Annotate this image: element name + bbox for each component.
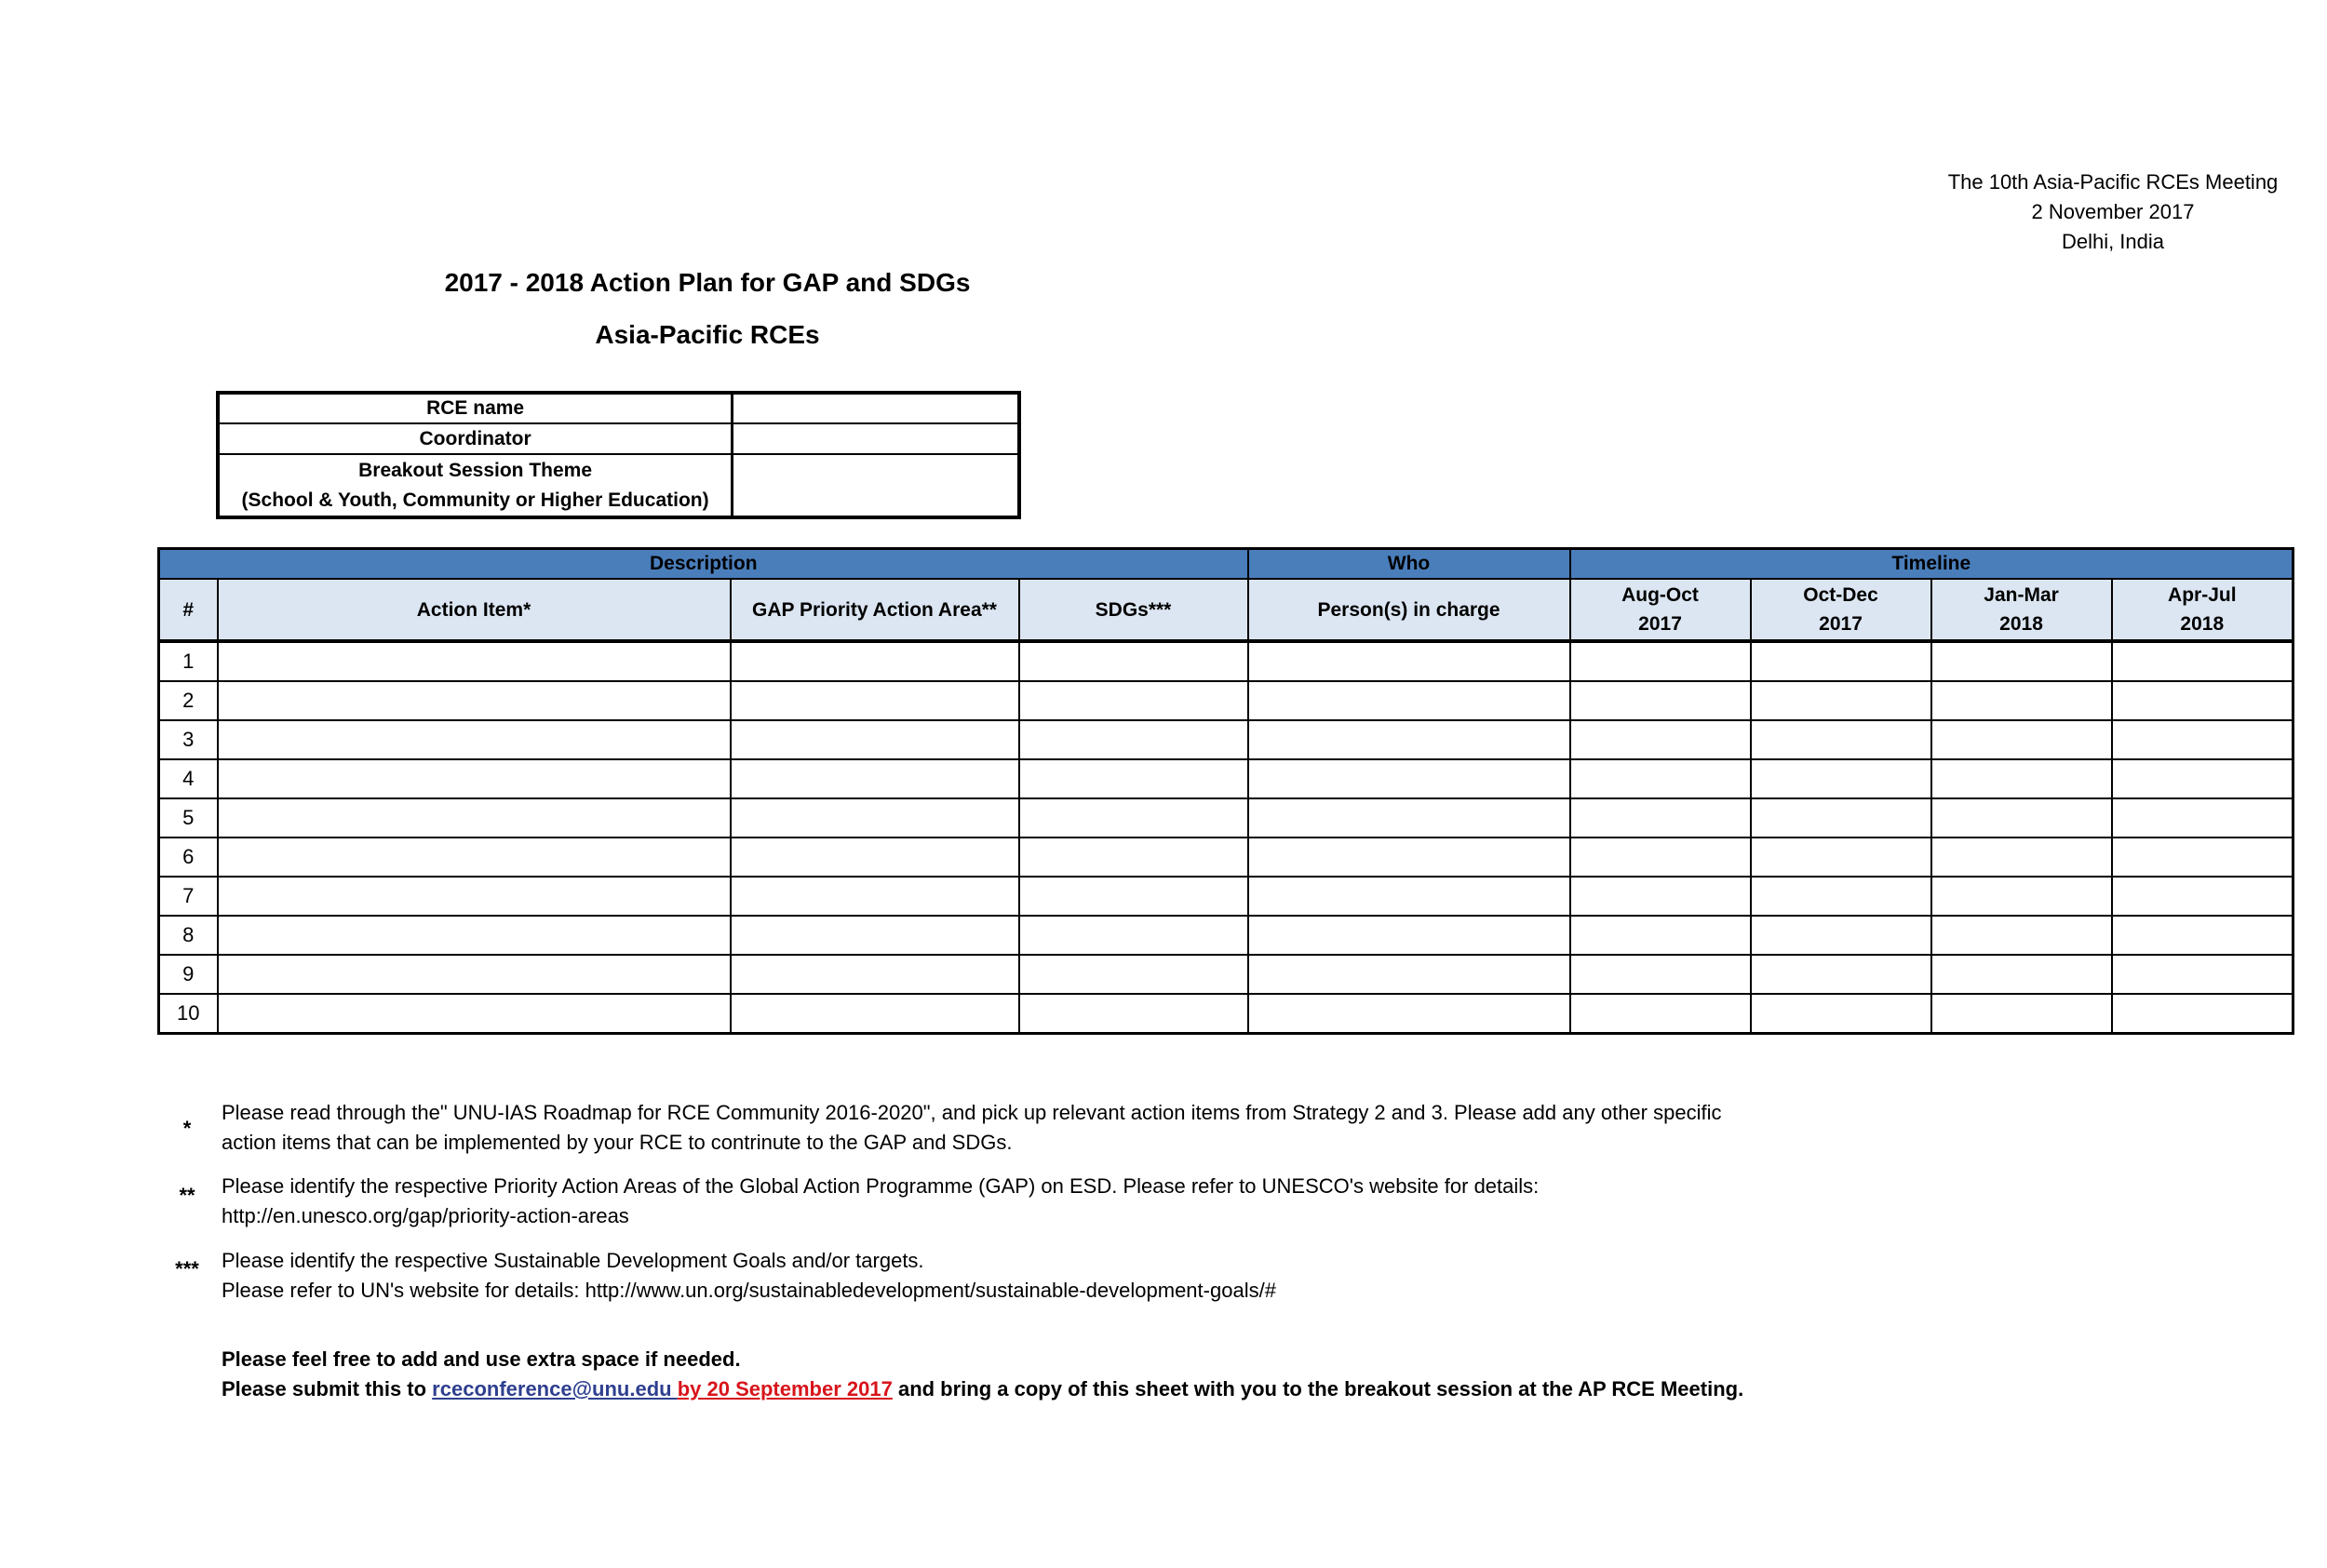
action-item-cell[interactable] xyxy=(218,916,731,955)
jan-mar-cell[interactable] xyxy=(1931,994,2112,1034)
col-label: Oct-Dec xyxy=(1803,584,1878,606)
gap-area-cell[interactable] xyxy=(731,994,1019,1034)
aug-oct-cell[interactable] xyxy=(1570,955,1751,994)
person-cell[interactable] xyxy=(1248,641,1570,681)
apr-jul-cell[interactable] xyxy=(2112,955,2293,994)
jan-mar-cell[interactable] xyxy=(1931,877,2112,916)
action-item-cell[interactable] xyxy=(218,955,731,994)
col-number: # xyxy=(159,579,218,641)
page-title: 2017 - 2018 Action Plan for GAP and SDGs xyxy=(444,268,971,297)
person-cell[interactable] xyxy=(1248,720,1570,759)
aug-oct-cell[interactable] xyxy=(1570,720,1751,759)
gap-area-cell[interactable] xyxy=(731,955,1019,994)
rce-name-label: RCE name xyxy=(218,393,733,423)
oct-dec-cell[interactable] xyxy=(1751,641,1931,681)
sdgs-cell[interactable] xyxy=(1019,877,1248,916)
row-number: 9 xyxy=(159,955,218,994)
row-number: 10 xyxy=(159,994,218,1034)
aug-oct-cell[interactable] xyxy=(1570,641,1751,681)
oct-dec-cell[interactable] xyxy=(1751,877,1931,916)
gap-area-cell[interactable] xyxy=(731,838,1019,877)
oct-dec-cell[interactable] xyxy=(1751,994,1931,1034)
theme-label-line1: Breakout Session Theme xyxy=(358,459,593,481)
table-row xyxy=(159,681,2293,720)
table-row xyxy=(159,759,2293,798)
group-header-row xyxy=(159,549,2293,580)
note-3-marker: *** xyxy=(175,1257,199,1280)
coordinator-label: Coordinator xyxy=(218,423,733,454)
person-cell[interactable] xyxy=(1248,955,1570,994)
sdgs-cell[interactable] xyxy=(1019,994,1248,1034)
table-row xyxy=(159,877,2293,916)
apr-jul-cell[interactable] xyxy=(2112,877,2293,916)
action-item-cell[interactable] xyxy=(218,681,731,720)
col-person: Person(s) in charge xyxy=(1248,579,1570,641)
submit-prefix: Please submit this to xyxy=(222,1377,433,1400)
table-row xyxy=(159,720,2293,759)
col-year: 2018 xyxy=(1999,613,2043,635)
jan-mar-cell[interactable] xyxy=(1931,641,2112,681)
submit-note xyxy=(222,1374,1743,1404)
action-plan-body xyxy=(159,641,2293,1034)
table-row xyxy=(159,838,2293,877)
person-cell[interactable] xyxy=(1248,759,1570,798)
note-2-marker: ** xyxy=(179,1184,195,1207)
table-row xyxy=(159,641,2293,681)
jan-mar-cell[interactable] xyxy=(1931,681,2112,720)
oct-dec-cell[interactable] xyxy=(1751,838,1931,877)
person-cell[interactable] xyxy=(1248,798,1570,838)
aug-oct-cell[interactable] xyxy=(1570,798,1751,838)
action-item-cell[interactable] xyxy=(218,641,731,681)
email-link[interactable]: rceconference@unu.edu xyxy=(432,1377,678,1400)
person-cell[interactable] xyxy=(1248,916,1570,955)
col-apr-jul-2018 xyxy=(2112,579,2293,641)
oct-dec-cell[interactable] xyxy=(1751,720,1931,759)
sdgs-cell[interactable] xyxy=(1019,838,1248,877)
apr-jul-cell[interactable] xyxy=(2112,720,2293,759)
sdgs-cell[interactable] xyxy=(1019,641,1248,681)
aug-oct-cell[interactable] xyxy=(1570,994,1751,1034)
jan-mar-cell[interactable] xyxy=(1931,916,2112,955)
rce-name-field[interactable] xyxy=(733,393,1019,423)
table-row xyxy=(159,955,2293,994)
action-item-cell[interactable] xyxy=(218,759,731,798)
col-aug-oct-2017 xyxy=(1570,579,1751,641)
row-number: 3 xyxy=(159,720,218,759)
row-number: 7 xyxy=(159,877,218,916)
table-row xyxy=(159,994,2293,1034)
jan-mar-cell[interactable] xyxy=(1931,759,2112,798)
group-who: Who xyxy=(1248,549,1570,580)
col-jan-mar-2018 xyxy=(1931,579,2112,641)
col-action-item: Action Item* xyxy=(218,579,731,641)
action-item-cell[interactable] xyxy=(218,720,731,759)
jan-mar-cell[interactable] xyxy=(1931,955,2112,994)
jan-mar-cell[interactable] xyxy=(1931,838,2112,877)
col-year: 2017 xyxy=(1819,613,1863,635)
meeting-name: The 10th Asia-Pacific RCEs Meeting xyxy=(1947,170,2279,194)
sdgs-cell[interactable] xyxy=(1019,798,1248,838)
gap-area-cell[interactable] xyxy=(731,759,1019,798)
meeting-place: Delhi, India xyxy=(2061,230,2165,253)
gap-area-cell[interactable] xyxy=(731,798,1019,838)
gap-area-cell[interactable] xyxy=(731,681,1019,720)
person-cell[interactable] xyxy=(1248,681,1570,720)
oct-dec-cell[interactable] xyxy=(1751,798,1931,838)
action-item-cell[interactable] xyxy=(218,877,731,916)
apr-jul-cell[interactable] xyxy=(2112,681,2293,720)
theme-label-line2: (School & Youth, Community or Higher Education) xyxy=(241,489,709,511)
sdgs-cell[interactable] xyxy=(1019,720,1248,759)
apr-jul-cell[interactable] xyxy=(2112,838,2293,877)
col-year: 2017 xyxy=(1638,613,1682,635)
col-oct-dec-2017 xyxy=(1751,579,1931,641)
apr-jul-cell[interactable] xyxy=(2112,916,2293,955)
col-label: Apr-Jul xyxy=(2168,584,2237,606)
note-2-line1: Please identify the respective Priority Action Areas of the Global Action Programme (GAP) on ESD. Please refer to UNESCO's website for details: xyxy=(222,1174,1540,1198)
closing-instructions xyxy=(222,1345,1743,1404)
gap-area-cell[interactable] xyxy=(731,877,1019,916)
extra-space-note: Please feel free to add and use extra space if needed. xyxy=(222,1347,741,1371)
meeting-info xyxy=(1917,168,2308,257)
person-cell[interactable] xyxy=(1248,877,1570,916)
row-number: 8 xyxy=(159,916,218,955)
aug-oct-cell[interactable] xyxy=(1570,681,1751,720)
apr-jul-cell[interactable] xyxy=(2112,641,2293,681)
row-number: 2 xyxy=(159,681,218,720)
row-number: 6 xyxy=(159,838,218,877)
note-3-line1: Please identify the respective Sustainable Development Goals and/or targets. xyxy=(222,1249,924,1272)
person-cell[interactable] xyxy=(1248,838,1570,877)
sdgs-cell[interactable] xyxy=(1019,681,1248,720)
note-1-line1: Please read through the" UNU-IAS Roadmap for RCE Community 2016-2020", and pick up relevant action items from Strategy 2 and 3. Please add any other specific xyxy=(222,1101,1722,1124)
sdgs-cell[interactable] xyxy=(1019,916,1248,955)
person-cell[interactable] xyxy=(1248,994,1570,1034)
col-label: Jan-Mar xyxy=(1984,584,2059,606)
col-year: 2018 xyxy=(2180,613,2225,635)
col-label: Aug-Oct xyxy=(1621,584,1699,606)
aug-oct-cell[interactable] xyxy=(1570,759,1751,798)
note-3 xyxy=(222,1246,1276,1306)
oct-dec-cell[interactable] xyxy=(1751,916,1931,955)
action-plan-table xyxy=(157,547,2294,1035)
row-number: 1 xyxy=(159,641,218,681)
aug-oct-cell[interactable] xyxy=(1570,877,1751,916)
jan-mar-cell[interactable] xyxy=(1931,798,2112,838)
aug-oct-cell[interactable] xyxy=(1570,838,1751,877)
gap-area-cell[interactable] xyxy=(731,641,1019,681)
theme-label xyxy=(218,454,733,517)
coordinator-field[interactable] xyxy=(733,423,1019,454)
sdgs-cell[interactable] xyxy=(1019,955,1248,994)
meeting-date: 2 November 2017 xyxy=(2031,200,2195,223)
oct-dec-cell[interactable] xyxy=(1751,681,1931,720)
note-1 xyxy=(222,1098,1721,1158)
gap-area-cell[interactable] xyxy=(731,916,1019,955)
apr-jul-cell[interactable] xyxy=(2112,759,2293,798)
row-number: 5 xyxy=(159,798,218,838)
sdgs-cell[interactable] xyxy=(1019,759,1248,798)
note-1-line2: action items that can be implemented by your RCE to contrinute to the GAP and SDGs. xyxy=(222,1131,1013,1154)
apr-jul-cell[interactable] xyxy=(2112,798,2293,838)
row-number: 4 xyxy=(159,759,218,798)
col-gap-area: GAP Priority Action Area** xyxy=(731,579,1019,641)
group-timeline: Timeline xyxy=(1570,549,2293,580)
action-item-cell[interactable] xyxy=(218,838,731,877)
note-2 xyxy=(222,1172,1539,1231)
oct-dec-cell[interactable] xyxy=(1751,955,1931,994)
action-item-cell[interactable] xyxy=(218,994,731,1034)
note-1-marker: * xyxy=(182,1117,192,1140)
group-description: Description xyxy=(159,549,1248,580)
page-subtitle: Asia-Pacific RCEs xyxy=(595,320,820,349)
action-item-cell[interactable] xyxy=(218,798,731,838)
submit-suffix: and bring a copy of this sheet with you to the breakout session at the AP RCE Meeting. xyxy=(892,1377,1744,1400)
column-header-row xyxy=(159,579,2293,641)
apr-jul-cell[interactable] xyxy=(2112,994,2293,1034)
table-row xyxy=(159,916,2293,955)
rce-info-table xyxy=(216,391,1021,519)
aug-oct-cell[interactable] xyxy=(1570,916,1751,955)
theme-field[interactable] xyxy=(733,454,1019,517)
note-3-line2: Please refer to UN's website for details: http://www.un.org/sustainabledevelopment/sustainable-development-goals/# xyxy=(222,1279,1276,1302)
gap-area-cell[interactable] xyxy=(731,720,1019,759)
jan-mar-cell[interactable] xyxy=(1931,720,2112,759)
note-2-line2: http://en.unesco.org/gap/priority-action-areas xyxy=(222,1204,629,1227)
oct-dec-cell[interactable] xyxy=(1751,759,1931,798)
deadline: by 20 September 2017 xyxy=(677,1377,893,1400)
table-row xyxy=(159,798,2293,838)
col-sdgs: SDGs*** xyxy=(1019,579,1248,641)
